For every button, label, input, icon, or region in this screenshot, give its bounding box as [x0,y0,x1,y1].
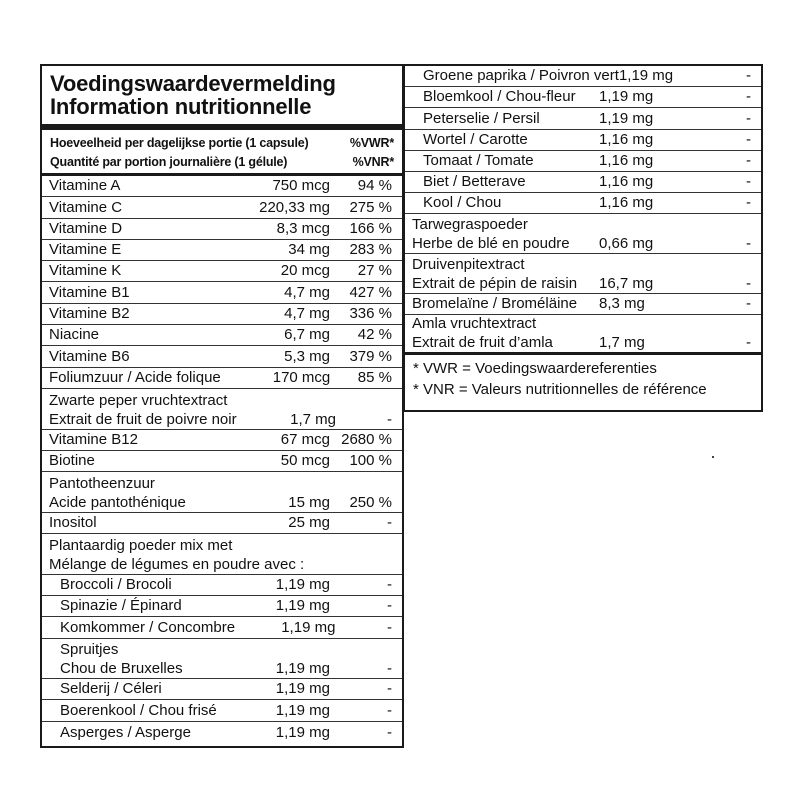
nutrient-reference-percent: 100 % [349,452,392,470]
nutrient-reference-percent: - [746,151,751,169]
nutrient-name-line: Tarwegraspoeder [412,216,528,234]
nutrient-name [49,430,220,450]
nutrient-row [405,108,761,129]
nutrient-name [49,368,221,388]
nutrition-table-right [403,64,763,412]
nutrient-name [49,240,220,260]
portion-label-french: Quantité par portion journalière (1 gélule) [50,155,288,169]
title-dutch: Voedingswaardevermelding [50,71,336,96]
nutrient-name [412,294,599,314]
nutrient-name-line: Vitamine B12 [49,430,138,448]
nutrient-amount: 1,16 mg [599,194,654,212]
nutrient-name-line: Vitamine B2 [49,305,130,323]
nutrient-name [423,151,599,171]
nutrient-name-line: Boerenkool / Chou frisé [60,701,217,719]
nutrient-name [49,219,220,239]
nutrient-amount: 34 mg [288,241,330,259]
nutrient-amount: 1,19 mg [599,109,654,127]
nutrient-reference-percent: 42 % [357,326,392,344]
nutrient-amount: 1,19 mg [275,575,330,593]
nutrient-name-line: Kool / Chou [423,194,502,212]
nutrient-row [42,451,402,472]
nutrient-amount: 1,19 mg [618,67,674,85]
nutrient-amount: 15 mg [288,493,330,511]
nutrient-amount: 4,7 mg [284,283,330,301]
nutrient-name [423,109,599,129]
nutrition-table-left [40,64,404,748]
reference-label-french: %VNR* [352,155,394,169]
nutrient-row [42,639,402,680]
nutrient-row [42,219,402,240]
nutrient-reference-percent: 379 % [349,347,392,365]
nutrient-amount: 1,16 mg [599,130,654,148]
nutrient-name [49,198,220,218]
nutrient-amount: 8,3 mcg [276,219,330,237]
portion-label-dutch: Hoeveelheid per dagelijkse portie (1 capsule) [50,136,309,150]
nutrient-reference-percent: - [746,88,751,106]
nutrient-reference-percent: - [746,173,751,191]
nutrient-name [423,172,599,192]
nutrient-amount: 1,19 mg [275,724,330,742]
nutrient-row [42,722,402,743]
nutrient-name-line: Broccoli / Brocoli [60,575,172,593]
nutrient-row [42,617,402,638]
nutrient-reference-percent: - [387,410,392,428]
nutrient-amount: 50 mcg [280,452,330,470]
nutrient-name-line: Komkommer / Concombre [60,618,236,636]
nutrient-reference-percent: 94 % [357,177,392,195]
nutrient-row [42,596,402,617]
nutrient-name [423,66,619,86]
nutrient-row [42,472,402,513]
nutrient-amount: 25 mg [288,514,330,532]
nutrient-reference-percent: 166 % [349,219,392,237]
nutrient-amount: 0,66 mg [599,235,654,253]
nutrient-name [49,347,220,367]
nutrient-name-line: Wortel / Carotte [423,130,528,148]
nutrient-name-line: Vitamine D [49,219,123,237]
nutrient-amount: 8,3 mg [599,295,645,313]
nutrient-reference-percent: - [746,333,751,351]
nutrient-name [60,701,220,721]
nutrient-name-line: Tomaat / Tomate [423,151,534,169]
nutrient-row [405,254,761,294]
nutrient-reference-percent: - [746,109,751,127]
nutrient-reference-percent: - [387,618,392,636]
nutrient-amount: 1,19 mg [275,597,330,615]
reference-label-dutch: %VWR* [349,136,394,150]
nutrient-reference-percent: - [387,724,392,742]
nutrient-row [405,193,761,214]
nutrient-row [42,176,402,197]
nutrient-row [405,87,761,108]
nutrient-row [42,430,402,451]
nutrient-amount: 20 mcg [280,262,330,280]
nutrient-amount: 1,19 mg [275,660,330,678]
nutrient-name-line: Spinazie / Épinard [60,597,182,615]
nutrient-reference-percent: 85 % [357,368,392,386]
nutrient-name-line: Biet / Betterave [423,173,526,191]
nutrient-name-line: Biotine [49,452,95,470]
nutrient-name-line: Niacine [49,326,100,344]
nutrient-row [42,240,402,261]
nutrient-name-line: Groene paprika / Poivron vert [423,67,619,85]
nutrient-row [405,294,761,315]
nutrient-name [412,215,599,253]
nutrient-amount: 750 mcg [272,177,330,195]
nutrient-list-left [42,176,402,743]
nutrient-row [405,66,761,87]
nutrient-name-line: Spruitjes [60,641,119,659]
nutrient-amount: 170 mcg [272,368,331,386]
nutrient-reference-percent: 427 % [349,283,392,301]
nutrient-amount: 1,16 mg [599,173,654,191]
nutrient-amount: 1,19 mg [281,618,336,636]
nutrient-name [60,575,220,595]
nutrient-name [49,391,237,429]
nutrient-name [412,255,599,293]
nutrient-amount: 67 mcg [280,430,330,448]
nutrient-name [423,193,599,213]
nutrient-name [49,513,220,533]
nutrient-row [42,700,402,721]
nutrient-name [49,261,220,281]
nutrient-name-line: Mélange de légumes en poudre avec : [49,555,305,573]
nutrient-amount: 16,7 mg [599,274,654,292]
nutrient-name-line: Chou de Bruxelles [60,660,183,678]
nutrient-amount: 6,7 mg [284,326,330,344]
nutrient-name [49,304,220,324]
nutrient-row [42,513,402,534]
nutrient-name-line: Foliumzuur / Acide folique [49,368,221,386]
footnote: * VNR = Valeurs nutritionnelles de référence [413,380,707,398]
nutrient-name [49,536,304,574]
nutrient-name-line: Bloemkool / Chou-fleur [423,88,576,106]
nutrient-name [412,314,599,352]
nutrient-reference-percent: - [387,660,392,678]
nutrient-amount: 1,19 mg [599,88,654,106]
nutrient-name-line: Bromelaïne / Broméläine [412,295,578,313]
nutrient-row [405,172,761,193]
nutrient-name-line: Plantaardig poeder mix met [49,536,233,554]
nutrient-name [60,679,220,699]
nutrient-reference-percent: 2680 % [341,430,392,448]
nutrient-row [42,304,402,325]
nutrient-reference-percent: 283 % [349,241,392,259]
nutrient-reference-percent: - [746,130,751,148]
nutrient-name-line: Extrait de fruit de poivre noir [49,410,237,428]
nutrient-reference-percent: - [387,680,392,698]
nutrient-amount: 4,7 mg [284,305,330,323]
nutrient-name [423,87,599,107]
header-row-french [42,153,402,172]
nutrient-reference-percent: - [746,67,751,85]
nutrient-amount: 1,19 mg [275,680,330,698]
nutrient-name-line: Peterselie / Persil [423,109,540,127]
nutrient-reference-percent: - [746,194,751,212]
nutrient-name-line: Vitamine A [49,177,121,195]
nutrient-name [49,325,220,345]
nutrient-row [42,282,402,303]
nutrient-row [42,534,402,575]
nutrient-row [405,315,761,355]
nutrient-name-line: Zwarte peper vruchtextract [49,391,228,409]
nutrient-reference-percent: - [746,295,751,313]
nutrient-amount: 1,16 mg [599,151,654,169]
nutrient-amount: 1,7 mg [290,410,336,428]
nutrient-reference-percent: - [387,597,392,615]
nutrient-amount: 5,3 mg [284,347,330,365]
nutrient-name-line: Druivenpitextract [412,255,525,273]
nutrient-reference-percent: - [387,701,392,719]
nutrient-row [42,368,402,389]
nutrient-reference-percent: - [746,274,751,292]
nutrient-name-line: Selderij / Céleri [60,680,162,698]
nutrient-name [60,640,220,678]
nutrient-amount: 1,19 mg [275,701,330,719]
nutrient-name-line: Amla vruchtextract [412,314,537,332]
nutrient-row [405,214,761,254]
footnotes [405,355,761,400]
nutrient-name-line: Inositol [49,514,97,532]
nutrient-row [405,151,761,172]
nutrient-name-line: Asperges / Asperge [60,724,191,742]
nutrient-reference-percent: - [746,235,751,253]
nutrient-name [49,283,220,303]
nutrient-row [42,679,402,700]
nutrient-reference-percent: 275 % [349,198,392,216]
nutrient-reference-percent: 336 % [349,305,392,323]
nutrient-row [42,389,402,430]
nutrient-name-line: Pantotheenzuur [49,474,155,492]
nutrient-name-line: Acide pantothénique [49,493,186,511]
nutrient-name-line: Vitamine B6 [49,347,130,365]
nutrient-reference-percent: 27 % [357,262,392,280]
nutrient-list-right [405,66,761,355]
nutrient-name [60,618,235,638]
title-french: Information nutritionnelle [50,94,312,119]
nutrient-reference-percent: - [387,514,392,532]
nutrient-reference-percent: 250 % [349,493,392,511]
nutrient-name [60,723,220,743]
nutrient-row [42,575,402,596]
nutrient-row [405,130,761,151]
nutrient-name [49,451,220,471]
nutrient-name-line: Vitamine B1 [49,283,130,301]
footnote: * VWR = Voedingswaardereferenties [413,359,657,377]
nutrient-name-line: Extrait de fruit d’amla [412,333,553,351]
nutrient-name [49,176,220,196]
nutrient-name [49,474,220,512]
nutrient-name [60,596,220,616]
stray-dot [712,456,714,458]
nutrient-name [423,130,599,150]
nutrient-name-line: Vitamine K [49,262,122,280]
nutrient-row [42,346,402,367]
nutrient-name-line: Extrait de pépin de raisin [412,274,578,292]
header-row-dutch [42,134,402,153]
nutrient-row [42,325,402,346]
nutrient-name-line: Herbe de blé en poudre [412,235,570,253]
nutrient-name-line: Vitamine C [49,198,123,216]
nutrient-row [42,261,402,282]
nutrient-amount: 1,7 mg [599,333,645,351]
nutrient-row [42,197,402,218]
nutrient-reference-percent: - [387,575,392,593]
nutrient-name-line: Vitamine E [49,241,122,259]
nutrient-amount: 220,33 mg [259,198,330,216]
